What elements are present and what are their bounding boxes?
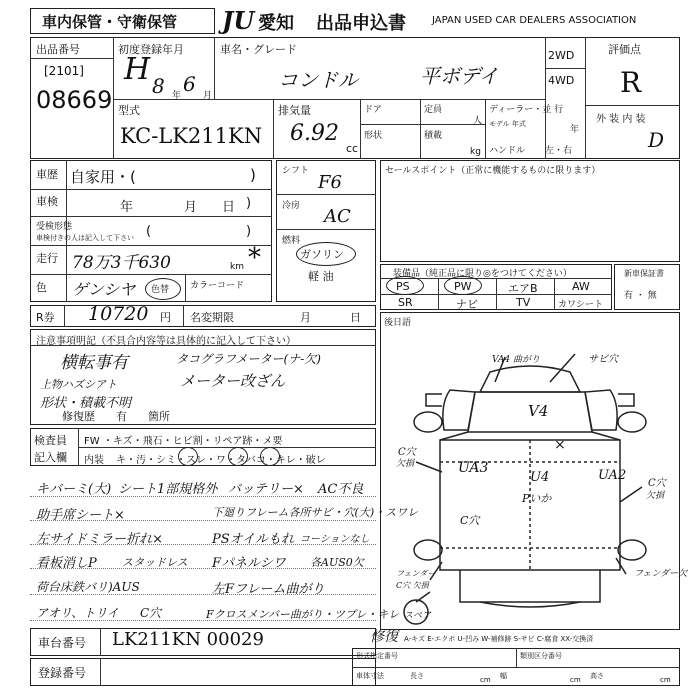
spec-width: 幅 [500,672,507,680]
handle-options: 左・右 [545,146,573,156]
history-label: 車歴 [36,168,58,181]
exterior-grade: D [648,128,665,152]
model-label: 車名・グレード [220,43,297,56]
mileage-unit: km [230,262,244,272]
kg-unit: kg [470,147,481,157]
diagram-ua2: UA2 [598,468,627,483]
acceptance-open: ( [146,224,152,239]
diagram-u4: U4 [530,470,550,485]
remark-1-left: キバーミ(大) [36,482,112,497]
form-title: 出品申込書 [316,13,406,34]
exterior-interior-label: 外 装 内 装 [596,114,646,125]
remark-6-mid: C穴 [140,606,162,620]
displacement-label: 排気量 [278,104,311,117]
shift-label: シフト [282,166,310,176]
plate-label: 登録番号 [38,666,87,680]
inspection-day: 日 [222,200,236,215]
repair-legend-label: 修復 [370,629,398,645]
drive-2wd: 2WD [548,49,575,62]
remark-5-right: 左Fフレーム曲がり [212,582,325,597]
r-ticket-unit: 円 [160,311,171,324]
notes-repair-place: 箇所 [148,410,170,423]
equipment-navi: ナビ [456,298,478,311]
remark-2-left: 助手席シート× [36,508,125,523]
remark-4-left: 看板消しP [36,556,97,571]
spec-width-cm: cm [570,676,581,684]
grade-score: R [620,66,642,99]
remark-5-left: 荷台床鉄バリ)AUS [36,580,140,594]
registration-year: 8 [152,74,165,98]
sales-points-label: セールスポイント（正常に機能するものに限ります） [385,166,601,176]
person-unit: 人 [473,116,483,126]
spec-class-number: 類別区分番号 [520,652,562,660]
notes-repair-has: 有 [116,410,127,423]
diagram-c-left-sub: 欠損 [396,459,415,469]
type-label: 型式 [118,104,140,117]
diagram-dent-top: サビ穴 [588,354,618,365]
diagram-spare: スペア [404,611,432,621]
inspection-month: 月 [184,200,198,215]
rear-label: 後日語 [384,318,412,328]
remark-6-left: アオリ、トリイ [36,606,119,620]
diagram-c-left: C穴 [398,447,416,458]
grade-label: 評価点 [608,43,641,56]
storage-title: 車内保管・守衛保管 [42,13,178,31]
inspector-row2-lead: 内装 [84,455,104,466]
history-close: ) [250,166,256,184]
spec-length: 長さ [410,672,424,680]
color-value: ゲンシヤ [72,280,136,299]
acceptance-sub: 車検付きの人は記入して下さい [36,234,134,242]
diagram-pium: Pいか [522,492,552,505]
equipment-ps: PS [396,280,410,293]
spec-height: 高さ [590,672,604,680]
color-change-label: 色替 [151,285,170,295]
chassis-label: 車台番号 [38,636,87,650]
inspection-label: 車検 [36,195,58,208]
association-name: JAPAN USED CAR DEALERS ASSOCIATION [432,15,637,26]
diagram-c-bottom: C穴 [460,514,480,527]
aircon-value: AC [324,206,351,227]
notes-shape-unknown: 形状・積載不明 [40,396,132,411]
displacement-unit: cc [346,142,359,155]
model-year-unit: 年 [570,125,580,135]
inspector-circle-1 [178,447,198,466]
equipment-pw: PW [454,280,472,293]
type-value: KC-LK211KN [120,124,263,148]
lot-bracket: [2101] [44,64,84,78]
mileage-label: 走行 [36,252,58,265]
lot-label: 出品番号 [36,43,80,56]
acceptance-label: 受検形態 [36,222,73,232]
fuel-gasoline: ガソリン [300,248,344,261]
remark-3-r2: コーションなし [300,534,370,545]
inspection-year: 年 [120,200,134,215]
name-change-day: 日 [350,311,361,324]
registration-year-unit: 年 [172,91,182,101]
equipment-label: 装備品（純正品に限り◎をつけてください） [393,269,572,279]
r-ticket-label: R券 [36,311,55,324]
inspector-circle-2 [228,447,248,466]
shift-value: F6 [318,172,342,193]
remark-6-right: Fクロスメンバー曲がり・ツブレ・キレ [206,608,400,621]
remark-4-r2: 各AUS0欠 [310,556,364,569]
drive-4wd: 4WD [548,74,575,87]
equipment-airbag: エアB [508,282,538,295]
notes-repair-label: 修復歴 [62,410,95,423]
repair-legend: A-キズ E-エクボ U-凹み W-補修跡 S-サビ C-腐食 XX-交換済 [404,635,594,643]
registration-label: 初度登録年月 [118,43,184,56]
ju-logo: JU [222,6,255,35]
diagram-c-right-sub: 欠損 [646,491,665,501]
fuel-label: 燃料 [282,236,301,246]
notes-rollover: 横転事有 [60,353,128,373]
registration-era: H [124,52,151,87]
remark-3-left: 左サイドミラー折れ× [36,532,163,547]
diagram-va4-top: VA4 曲がり [492,355,540,365]
r-ticket-value: 10720 [88,303,149,325]
dealer-label: ディーラー・並 行 [489,105,564,115]
notes-label: 注意事項明記（不具合内容等は具体的に記入して下さい） [36,336,296,347]
inspector-entry-label: 記入欄 [34,451,67,464]
equipment-aw: AW [572,280,590,293]
spec-body-size: 車体寸法 [356,672,384,680]
name-change-label: 名変期限 [190,311,234,324]
spec-type-number: 形式指定番号 [356,652,398,660]
inspector-row1: FW ・キズ・飛石・ヒビ割・リペア跡・メ要 [84,436,283,447]
remark-1-right: シート1部規格外 [118,482,218,497]
chassis-value: LK211KN 00029 [112,629,264,650]
brand-name: 愛知 [258,13,294,34]
remark-4-mid: スタッドレス [122,556,188,569]
model-grade: 平ボデイ [420,64,499,88]
equipment-seat: カワシート [558,300,604,310]
registration-month: 6 [183,72,196,96]
remark-4-right: Fパネルシワ [212,556,286,571]
remark-3-right: PSオイルもれ [212,532,295,547]
equipment-sr: SR [398,296,413,309]
diagram-fender-left-sub: C穴 欠損 [396,581,429,590]
warranty-label: 新車保証書 [624,269,664,278]
diagram-v4: V4 [528,402,549,420]
diagram-fender-right: フェンダー欠 [634,569,688,579]
notes-meter-tampered: メーター改ざん [180,372,286,390]
model-name: コンドル [278,68,358,92]
inspector-circle-3 [260,447,280,466]
name-change-month: 月 [300,311,311,324]
spec-length-cm: cm [480,676,491,684]
aircon-label: 冷房 [282,201,301,211]
diagram-fender-left: フェンダー [396,569,436,578]
diagram-ua3: UA3 [458,460,489,476]
inspector-row2: キ・汚・シミ・スレ・ワ・タバコ・キレ・破レ [116,455,326,466]
mileage-star: * [248,243,261,273]
diagram-x: × [554,437,566,453]
acceptance-close: ) [246,224,252,239]
equipment-tv: TV [516,296,531,309]
displacement-value: 6.92 [290,121,339,146]
spec-height-cm: cm [660,676,671,684]
remark-1-r2: バッテリー× [228,482,304,497]
pw-circle [444,276,482,295]
load-label: 積載 [424,131,443,141]
color-code-label: カラーコード [190,281,245,291]
notes-body-removed: 上物ハズシアト [40,378,117,391]
handle-label: ハンドル [489,146,526,156]
fuel-diesel: 軽 油 [308,270,334,283]
inspection-close: ) [246,196,252,211]
model-year-label: モデル 年式 [489,120,526,128]
ps-circle [386,276,424,295]
capacity-label: 定員 [424,105,443,115]
remark-1-r3: AC不良 [318,482,364,497]
mileage-value: 78万3千630 [72,253,171,273]
notes-tachograph: タコグラフメーター(ナ-欠) [176,352,321,366]
registration-month-unit: 月 [203,91,213,101]
door-label: ドア [364,105,382,115]
warranty-options: 有 ・ 無 [624,291,657,301]
inspector-label: 検査員 [34,434,67,447]
shape-label: 形状 [364,131,383,141]
diagram-c-right: C穴 [648,478,666,489]
remark-2-right: 下廻りフレーム各所サビ・穴(大)・スワレ [212,506,419,519]
lot-number: 08669 [36,86,113,114]
color-label: 色 [36,281,47,294]
history-value: 自家用・( [70,168,136,186]
